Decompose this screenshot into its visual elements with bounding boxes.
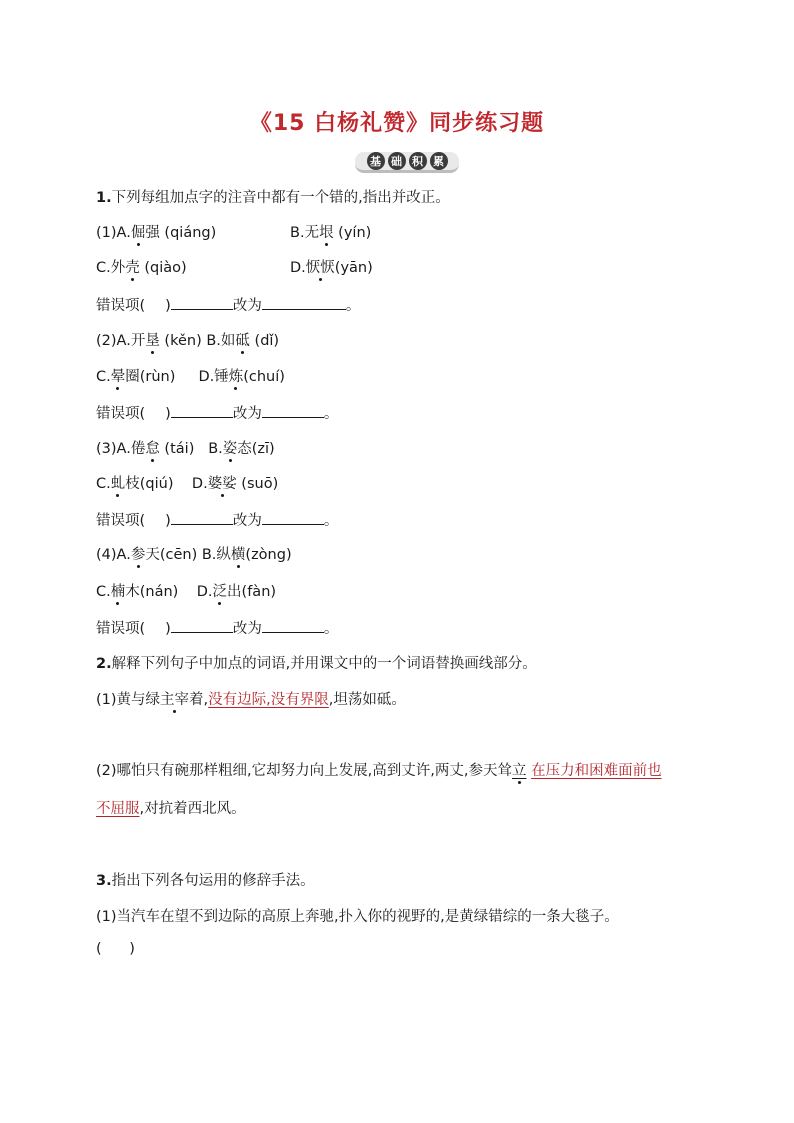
option-letter: A. (116, 333, 131, 349)
answer-blank[interactable] (171, 510, 233, 525)
correction-blank[interactable] (262, 510, 324, 525)
option-row (96, 543, 292, 564)
group-number: (4) (96, 547, 117, 563)
answer-blank[interactable] (171, 295, 233, 310)
change-label: 改为 (232, 621, 262, 637)
section-tag-char: 积 (409, 152, 427, 170)
option-text: 锤 (214, 369, 229, 385)
option-letter: C. (96, 476, 111, 492)
option-letter: D. (290, 260, 306, 276)
dotted-char: 垦 (145, 333, 160, 349)
option-row (96, 365, 285, 386)
option-letter: A. (116, 547, 131, 563)
question-3 (96, 869, 315, 890)
sentence-text: ,对抗着西北风。 (139, 801, 246, 817)
page-title: 《15 白杨礼赞》同步练习题 (249, 111, 545, 136)
answer-paren-close: ) (165, 513, 171, 529)
option-text: 木(nán) (125, 584, 179, 600)
option-text: 枝(qiú) (125, 476, 174, 492)
dotted-char: 泛 (212, 584, 228, 600)
option-letter: B. (201, 547, 217, 563)
sentence-1 (96, 905, 619, 926)
option-letter: C. (96, 260, 111, 276)
option-text: 圈(rùn) (125, 369, 176, 385)
option-text: (suō) (236, 476, 279, 492)
answer-blank[interactable] (171, 618, 233, 633)
sentence-number: (1) (96, 692, 117, 708)
answer-label: 错误项( (96, 298, 146, 314)
change-label: 改为 (232, 298, 262, 314)
option-row (96, 472, 278, 493)
period: 。 (345, 298, 361, 314)
option-text: 倦 (130, 441, 146, 457)
correction-blank[interactable] (262, 403, 324, 418)
question-text: 下列每组加点字的注音中都有一个错的,指出并改正。 (111, 190, 450, 206)
section-tag-char: 基 (367, 152, 385, 170)
dotted-char: 倔 (130, 225, 146, 241)
option-text: (qiào) (139, 260, 187, 276)
sentence-text: 当汽车在望不到边际的高原上奔驰,扑入你的视野的,是黄绿错综的一条大毯子。 (116, 909, 619, 925)
option-letter: B. (208, 441, 223, 457)
option-text: (yín) (333, 225, 372, 241)
answer-label: 错误项( (96, 513, 146, 529)
section-tag-char: 础 (388, 152, 406, 170)
underlined-phrase: 没有边际,没有界限 (208, 692, 329, 708)
dotted-char: 垠 (319, 225, 334, 241)
option-row (96, 329, 279, 350)
dotted-char: 恹恹 (305, 260, 335, 276)
change-label: 改为 (232, 513, 262, 529)
option-row (290, 256, 373, 277)
option-text: 开 (130, 333, 146, 349)
question-1 (96, 186, 450, 207)
answer-paren[interactable]: ( ) (96, 941, 135, 957)
change-label: 改为 (232, 406, 262, 422)
group-number: (1) (96, 225, 117, 241)
dotted-char: 楠 (110, 584, 126, 600)
sentence-text: ,坦荡如砥。 (328, 692, 406, 708)
question-number: 3. (96, 873, 112, 889)
correction-blank[interactable] (262, 295, 346, 310)
option-text: 态(zī) (237, 441, 275, 457)
option-row (290, 221, 371, 242)
option-text: 天(cēn) (145, 547, 198, 563)
option-text: (yān) (334, 260, 373, 276)
option-letter: B. (206, 333, 221, 349)
correction-blank[interactable] (262, 618, 324, 633)
answer-label: 错误项( (96, 621, 146, 637)
dotted-char: 虬 (110, 476, 126, 492)
dotted-char: 婆娑 (207, 476, 237, 492)
sentence-1 (96, 688, 406, 709)
sentence-number: (1) (96, 909, 117, 925)
option-letter: C. (96, 369, 111, 385)
answer-line (96, 294, 360, 315)
answer-paren-close: ) (165, 406, 171, 422)
option-letter: D. (198, 369, 215, 385)
option-row (96, 221, 216, 242)
question-number: 1. (96, 190, 112, 206)
underlined-phrase: 不屈服 (96, 801, 140, 817)
option-text: 强 (qiáng) (145, 225, 217, 241)
answer-line (96, 509, 338, 530)
period: 。 (323, 406, 339, 422)
option-text: 纵 (216, 547, 231, 563)
underlined-phrase: 在压力和困难面前 (531, 763, 648, 779)
option-letter: D. (191, 476, 208, 492)
dotted-char: 砥 (235, 333, 250, 349)
sentence-number: (2) (96, 763, 117, 779)
dotted-char: 壳 (125, 260, 140, 276)
sentence-2-continued (96, 797, 246, 818)
option-row (96, 256, 187, 277)
dotted-char: 晕 (110, 369, 126, 385)
option-row (96, 580, 276, 601)
option-row (96, 437, 275, 458)
sentence-text: 着, (189, 692, 209, 708)
option-letter: A. (116, 225, 131, 241)
option-text: 如 (220, 333, 236, 349)
sentence-text: 黄与绿 (116, 692, 161, 708)
option-text: 外 (110, 260, 126, 276)
question-text: 指出下列各句运用的修辞手法。 (111, 873, 315, 889)
underlined-phrase: 也 (647, 763, 662, 779)
dotted-word: 立 (511, 763, 527, 779)
option-letter: B. (290, 225, 305, 241)
dotted-word: 主宰 (160, 692, 190, 708)
period: 。 (323, 621, 339, 637)
option-letter: C. (96, 584, 111, 600)
answer-label: 错误项( (96, 406, 146, 422)
group-number: (2) (96, 333, 117, 349)
section-tag-char: 累 (430, 152, 448, 170)
group-number: (3) (96, 441, 117, 457)
dotted-char: 姿 (222, 441, 238, 457)
question-2 (96, 652, 537, 673)
answer-paren-close: ) (165, 621, 171, 637)
dotted-char: 横 (230, 547, 246, 563)
answer-line (96, 402, 338, 423)
option-letter: D. (196, 584, 213, 600)
option-text: 出(fàn) (227, 584, 277, 600)
option-letter: A. (116, 441, 131, 457)
answer-line (96, 617, 338, 638)
option-text: (dǐ) (249, 333, 280, 349)
option-text: (zòng) (245, 547, 292, 563)
option-text: (tái) (159, 441, 195, 457)
sentence-2 (96, 759, 662, 780)
dotted-char: 怠 (145, 441, 160, 457)
answer-paren-close: ) (165, 298, 171, 314)
option-text: 无 (304, 225, 320, 241)
question-text: 解释下列句子中加点的词语,并用课文中的一个词语替换画线部分。 (111, 656, 537, 672)
section-tag (355, 152, 459, 173)
dotted-char: 参 (130, 547, 146, 563)
period: 。 (323, 513, 339, 529)
dotted-char: 炼 (228, 369, 244, 385)
option-text: (kěn) (159, 333, 202, 349)
sentence-text: 哪怕只有碗那样粗细,它却努力向上发展,高到丈许,两丈,参天耸 (116, 763, 512, 779)
answer-blank[interactable] (171, 403, 233, 418)
option-text: (chuí) (243, 369, 285, 385)
question-number: 2. (96, 656, 112, 672)
